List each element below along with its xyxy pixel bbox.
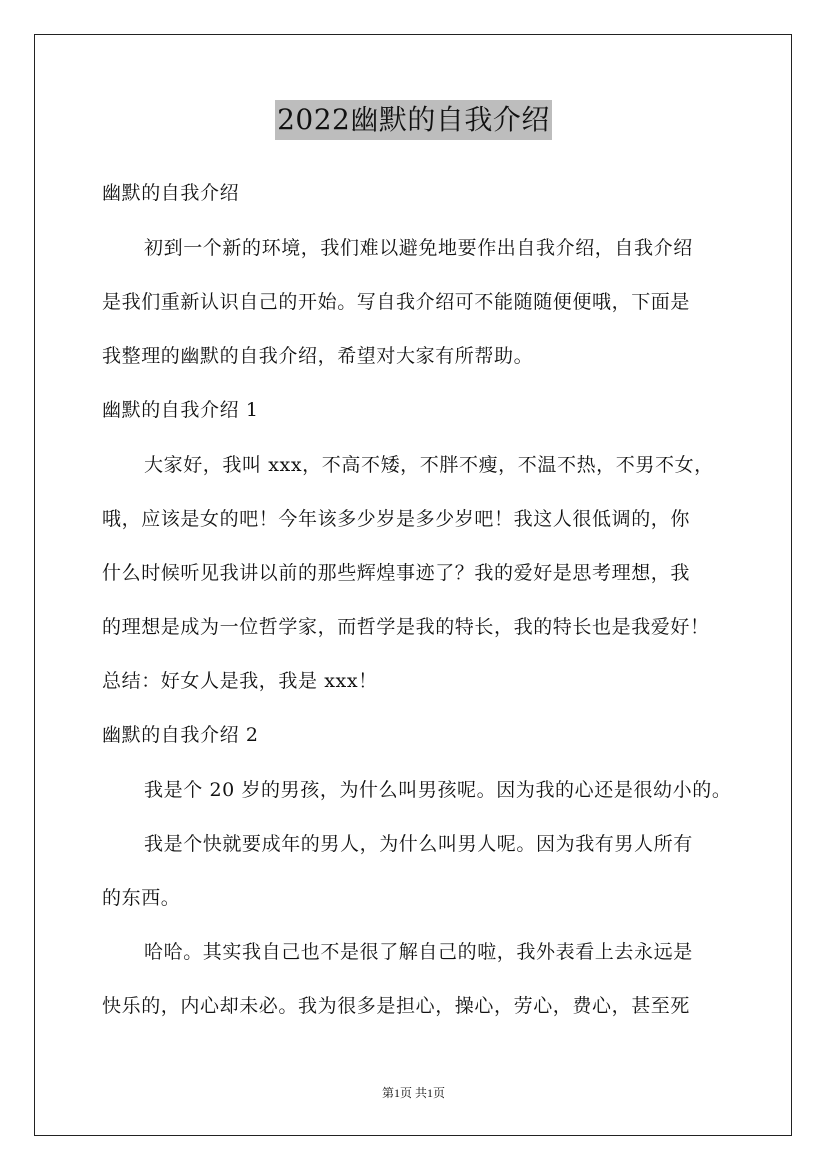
paragraph-line: 哈哈。其实我自己也不是很了解自己的啦，我外表看上去永远是 [144, 941, 693, 963]
paragraph-line: 快乐的，内心却未必。我为很多是担心，操心，劳心，费心，甚至死 [102, 995, 691, 1017]
page-footer: 第1页 共1页 [381, 1086, 445, 1100]
paragraph-line: 的理想是成为一位哲学家，而哲学是我的特长，我的特长也是我爱好！ [102, 616, 710, 638]
paragraph-line: 是我们重新认识自己的开始。写自我介绍可不能随随便便哦，下面是 [102, 291, 691, 313]
paragraph-line: 哦，应该是女的吧！今年该多少岁是多少岁吧！我这人很低调的，你 [102, 508, 691, 530]
section-heading: 幽默的自我介绍 [102, 182, 240, 204]
section-heading: 幽默的自我介绍 2 [102, 724, 259, 746]
paragraph-line: 我是个 20 岁的男孩，为什么叫男孩呢。因为我的心还是很幼小的。 [144, 779, 732, 801]
paragraph-line: 我是个快就要成年的男人，为什么叫男人呢。因为我有男人所有 [144, 833, 693, 855]
document-title: 2022幽默的自我介绍 [275, 100, 552, 140]
paragraph-line: 的东西。 [102, 887, 181, 909]
paragraph-line: 我整理的幽默的自我介绍，希望对大家有所帮助。 [102, 345, 534, 367]
paragraph-line: 初到一个新的环境，我们难以避免地要作出自我介绍，自我介绍 [144, 237, 693, 259]
paragraph-line: 大家好，我叫 xxx，不高不矮，不胖不瘦，不温不热，不男不女， [144, 454, 714, 476]
paragraph-line: 总结：好女人是我，我是 xxx！ [102, 670, 378, 692]
paragraph-line: 什么时候听见我讲以前的那些辉煌事迹了？我的爱好是思考理想，我 [102, 562, 691, 584]
section-heading: 幽默的自我介绍 1 [102, 399, 259, 421]
